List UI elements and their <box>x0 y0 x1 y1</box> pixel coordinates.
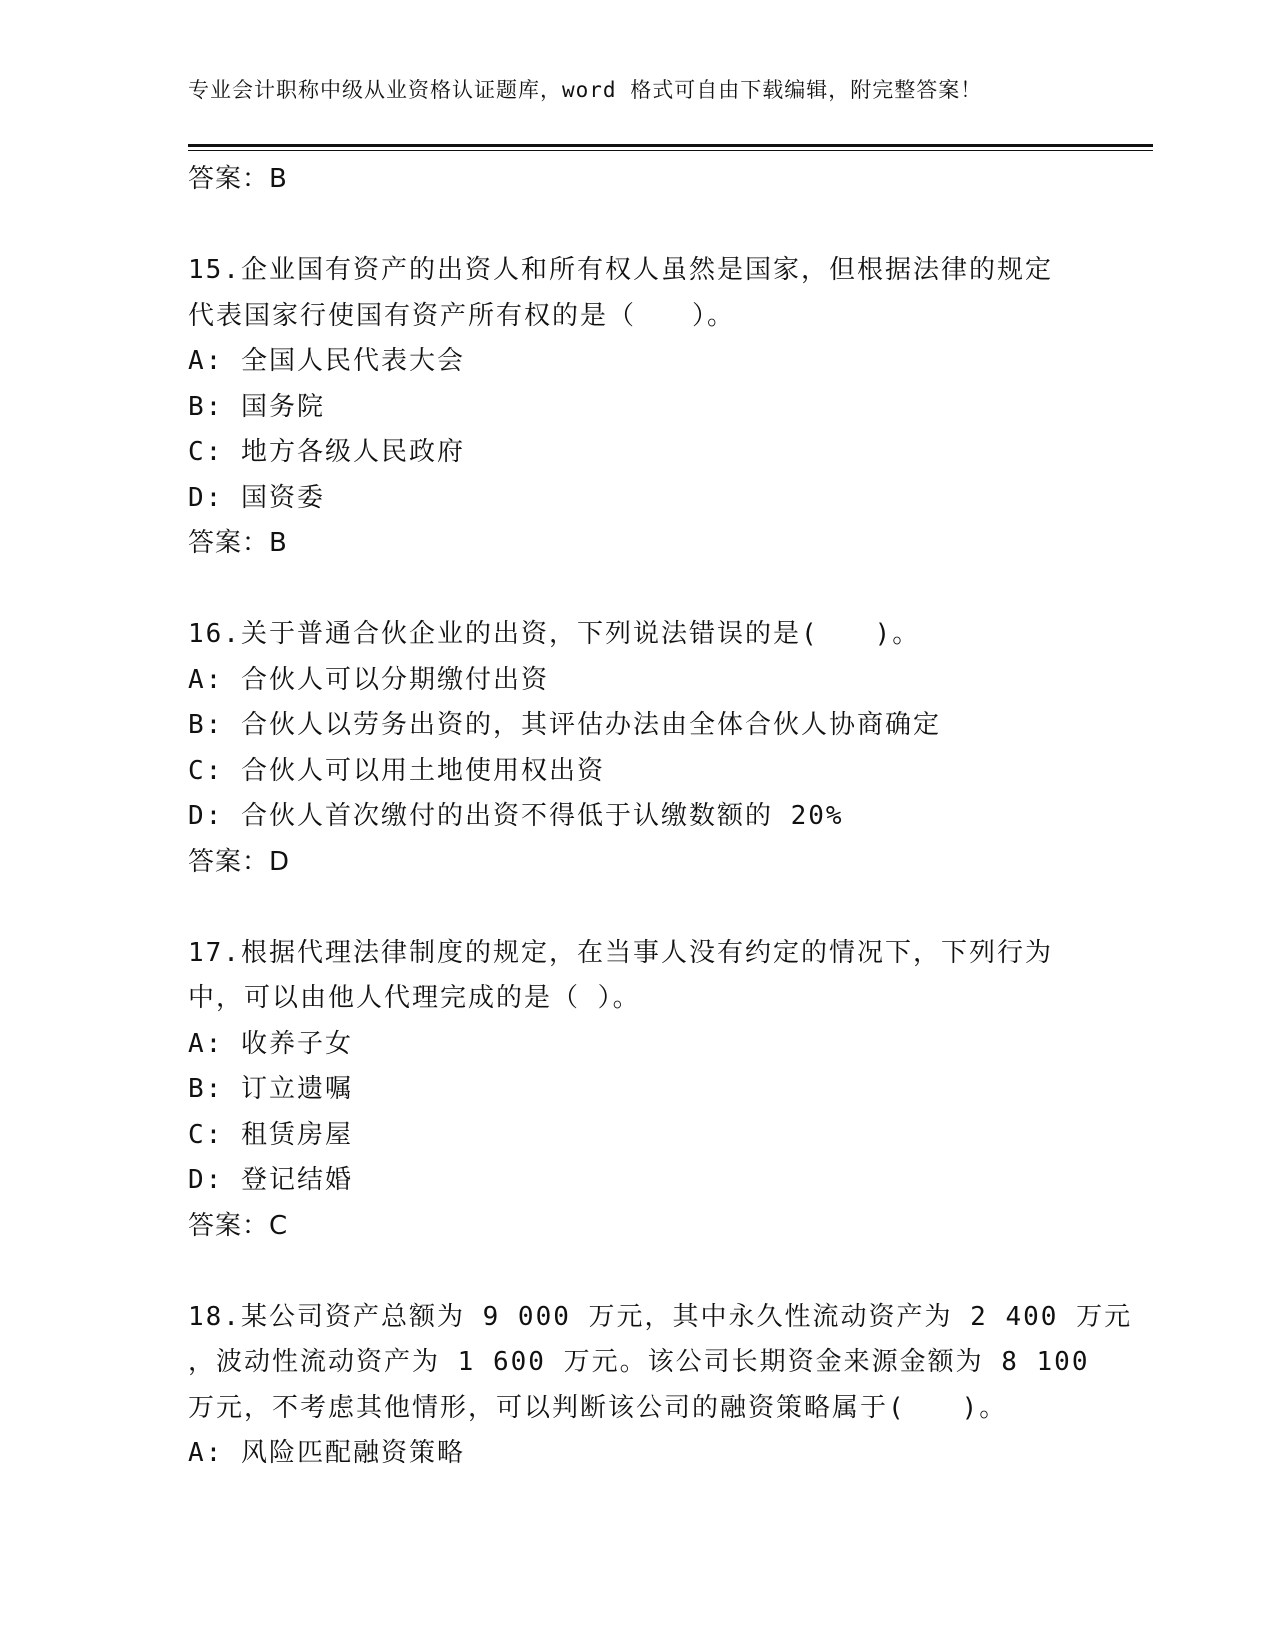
question-line: 17.根据代理法律制度的规定，在当事人没有约定的情况下，下列行为 <box>188 937 1053 968</box>
question-line: D: 合伙人首次缴付的出资不得低于认缴数额的 20% <box>188 801 844 831</box>
question-line: 万元，不考虑其他情形，可以判断该公司的融资策略属于( )。 <box>188 1392 1008 1423</box>
question-line: A: 收养子女 <box>188 1028 353 1059</box>
blank-line <box>188 1249 1088 1295</box>
question-line: C: 合伙人可以用土地使用权出资 <box>188 755 605 786</box>
question-line: D: 国资委 <box>188 482 325 513</box>
question-line: 18.某公司资产总额为 9 000 万元，其中永久性流动资产为 2 400 万元 <box>188 1301 1133 1332</box>
question-line: B: 订立遗嘱 <box>188 1074 353 1104</box>
question-line: C: 租赁房屋 <box>188 1119 353 1150</box>
question-line: D: 登记结婚 <box>188 1165 353 1195</box>
answer-line: 答案：B <box>188 528 288 558</box>
question-content <box>188 157 1133 1477</box>
blank-line <box>188 567 1088 613</box>
question-line: 代表国家行使国有资产所有权的是（ ）。 <box>188 300 736 331</box>
question-line: A: 风险匹配融资策略 <box>188 1438 465 1468</box>
question-line: A: 全国人民代表大会 <box>188 346 465 376</box>
question-line: 15.企业国有资产的出资人和所有权人虽然是国家，但根据法律的规定 <box>188 255 1053 285</box>
question-line: C: 地方各级人民政府 <box>188 437 465 467</box>
page-header: 专业会计职称中级从业资格认证题库，word 格式可自由下载编辑，附完整答案！ <box>188 78 983 102</box>
question-line: 中，可以由他人代理完成的是（ ）。 <box>188 983 641 1013</box>
header-rule-thick <box>188 144 1153 147</box>
question-line: B: 国务院 <box>188 391 325 422</box>
question-line: 16.关于普通合伙企业的出资，下列说法错误的是( )。 <box>188 619 921 649</box>
header-rule-thin <box>188 150 1153 151</box>
question-line: A: 合伙人可以分期缴付出资 <box>188 664 549 695</box>
question-line: ，波动性流动资产为 1 600 万元。该公司长期资金来源金额为 8 100 <box>188 1347 1090 1377</box>
answer-line: 答案：D <box>188 846 291 877</box>
question-line: B: 合伙人以劳务出资的，其评估办法由全体合伙人协商确定 <box>188 710 941 740</box>
blank-line <box>188 885 1088 931</box>
answer-line: 答案：C <box>188 1210 289 1241</box>
blank-line <box>188 203 1088 249</box>
answer-line: 答案：B <box>188 164 288 194</box>
